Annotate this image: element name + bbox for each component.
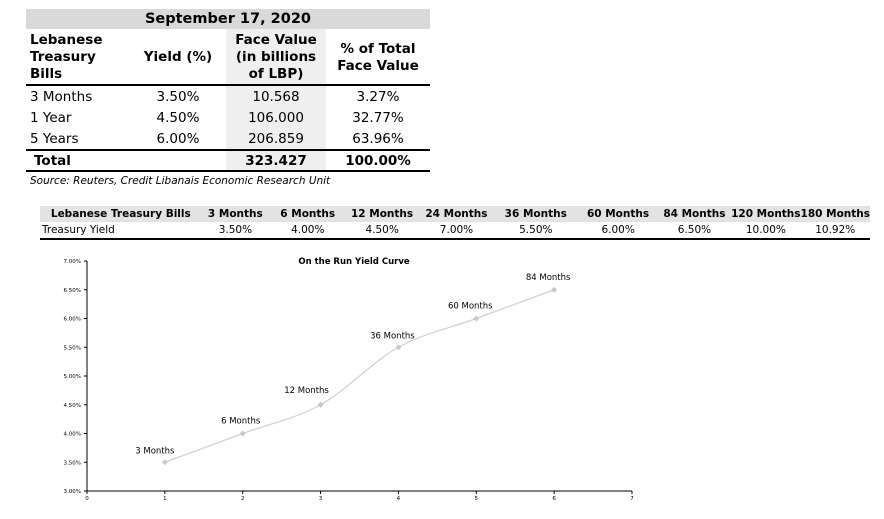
- y-tick-label: 6.50%: [63, 287, 81, 294]
- total-yield: [130, 150, 226, 171]
- strip-tenor: 120 Months: [731, 208, 801, 220]
- point-label: 84 Months: [525, 272, 571, 283]
- table-row: [26, 85, 430, 107]
- data-point: [551, 287, 557, 293]
- x-tick-label: 5: [474, 496, 479, 502]
- row-share: 32.77%: [352, 109, 404, 126]
- row-bill: 1 Year: [30, 109, 72, 126]
- x-tick-group: [85, 491, 634, 502]
- point-label: 3 Months: [135, 446, 175, 457]
- point-label-group: [135, 273, 571, 457]
- y-tick-label: 5.50%: [63, 345, 81, 352]
- data-point: [473, 316, 479, 322]
- strip-yield: 10.00%: [745, 224, 786, 236]
- yield-strip-table: [40, 206, 870, 240]
- strip-tenor: 60 Months: [586, 208, 650, 220]
- header-share: % of Total Face Value: [326, 29, 430, 85]
- total-label: Total: [26, 150, 130, 171]
- table-date: September 17, 2020: [26, 9, 430, 29]
- row-bill: 5 Years: [30, 130, 79, 147]
- y-tick-label: 5.00%: [63, 374, 81, 380]
- x-tick-label: 6: [552, 496, 556, 502]
- point-label: 6 Months: [221, 416, 261, 427]
- strip-yield: 5.50%: [519, 224, 553, 236]
- y-tick-group: [64, 259, 87, 495]
- strip-header-label: Lebanese Treasury Bills: [50, 208, 191, 220]
- total-face: 323.427: [226, 150, 326, 171]
- data-point: [318, 402, 324, 408]
- y-tick-label: 3.50%: [63, 460, 81, 467]
- row-yield: 6.00%: [156, 130, 200, 147]
- x-tick-label: 3: [318, 496, 323, 502]
- total-share: 100.00%: [326, 150, 430, 171]
- data-point: [395, 344, 401, 350]
- strip-yield: 3.50%: [218, 224, 253, 236]
- row-yield: 3.50%: [156, 88, 200, 105]
- strip-value-row: [40, 222, 870, 238]
- y-tick-label: 4.50%: [63, 402, 81, 409]
- y-tick-label: 4.00%: [63, 431, 81, 438]
- table-source-note: Source: Reuters, Credit Libanais Economic Research Unit: [30, 175, 331, 187]
- data-point: [162, 459, 168, 465]
- x-tick-label: 4: [396, 496, 401, 502]
- strip-yield: 4.50%: [365, 224, 399, 236]
- point-label: 36 Months: [370, 331, 415, 342]
- y-tick-label: 7.00%: [63, 259, 81, 265]
- chart-title: On the Run Yield Curve: [298, 257, 410, 267]
- strip-yield: 7.00%: [439, 224, 474, 236]
- row-face: 10.568: [226, 85, 326, 107]
- y-tick-label: 6.00%: [63, 316, 81, 323]
- treasury-bills-table: [26, 9, 430, 172]
- strip-tenor: 84 Months: [663, 208, 726, 220]
- x-tick-label: 2: [240, 496, 245, 502]
- strip-tenor: 3 Months: [207, 208, 263, 220]
- row-face: 206.859: [226, 128, 326, 150]
- strip-row-label: Treasury Yield: [42, 224, 115, 236]
- row-share: 3.27%: [356, 88, 400, 105]
- row-yield: 4.50%: [156, 109, 200, 126]
- strip-yield: 4.00%: [291, 224, 325, 236]
- x-tick-label: 7: [630, 496, 634, 502]
- total-row: [26, 150, 430, 171]
- strip-yield: 10.92%: [815, 224, 856, 236]
- strip-header-row: [40, 206, 870, 222]
- row-bill: 3 Months: [30, 88, 93, 105]
- table-row: [26, 128, 430, 150]
- yield-curve-chart: [0, 248, 680, 514]
- strip-tenor: 180 Months: [800, 208, 871, 220]
- y-tick-label: 3.00%: [63, 489, 81, 495]
- strip-tenor: 12 Months: [351, 208, 414, 220]
- strip-tenor: 6 Months: [280, 208, 336, 220]
- strip-tenor: 36 Months: [504, 208, 567, 220]
- strip-yield: 6.00%: [601, 224, 635, 236]
- point-label: 60 Months: [447, 301, 493, 312]
- strip-tenor: 24 Months: [425, 208, 488, 220]
- header-face-value: Face Value (in billions of LBP): [226, 29, 326, 85]
- series-line: [165, 290, 554, 463]
- strip-yield: 6.50%: [677, 224, 712, 236]
- data-point: [240, 431, 246, 437]
- table-row: [26, 107, 430, 128]
- point-label: 12 Months: [284, 385, 329, 396]
- x-tick-label: 0: [85, 496, 89, 502]
- row-face: 106.000: [226, 107, 326, 128]
- header-bill: Lebanese Treasury Bills: [26, 29, 130, 85]
- header-yield: Yield (%): [130, 29, 226, 85]
- x-tick-label: 1: [163, 496, 167, 502]
- row-share: 63.96%: [352, 130, 404, 147]
